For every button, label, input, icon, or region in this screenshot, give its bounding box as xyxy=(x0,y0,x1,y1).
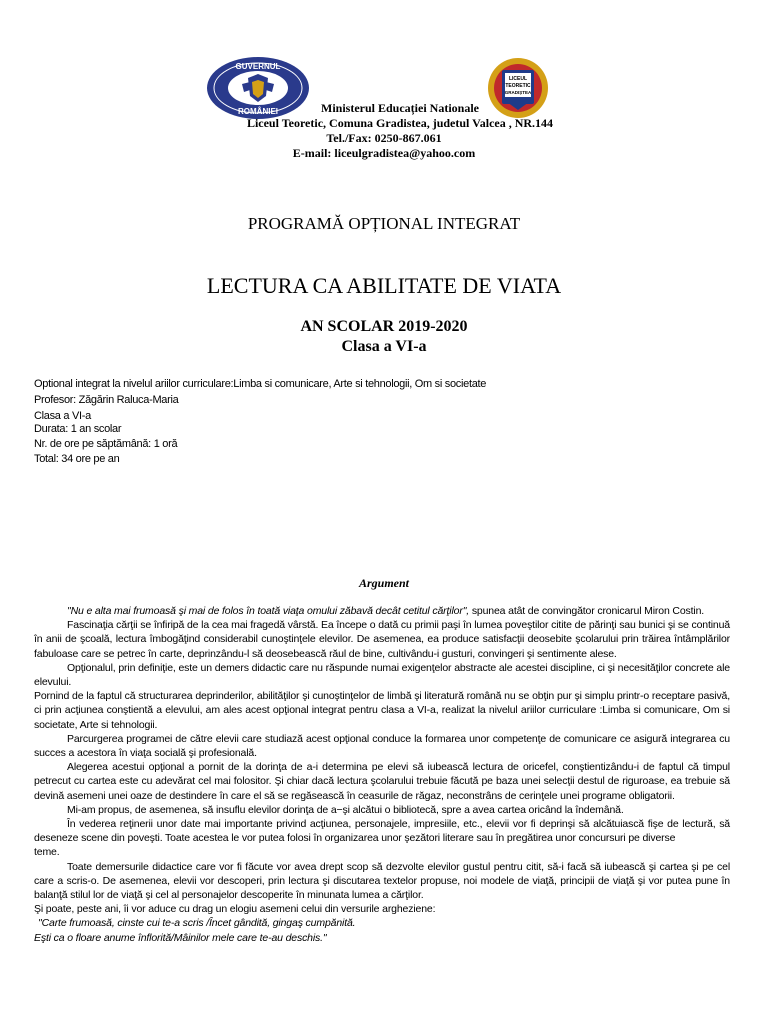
school-year: AN SCOLAR 2019-2020 xyxy=(300,318,468,335)
info-class: Clasa a VI-a xyxy=(34,410,91,422)
school-email: E-mail: liceulgradistea@yahoo.com xyxy=(292,146,476,160)
paragraph-choice: Alegerea acestui opţional a pornit de la dorinţa de a-i determina pe elevi să iubească lectura de oricefel, conştientizându-i de faptul că timpul petrecut cu cartea este cu adevărat cel mai folositor. Şi chiar dacă lectura şcolarului trebuie făcută pe baza unei selecţii destul de riguroase, ea trebuie să devină asemeni unei oaze de destindere în care el să se regăsească în ceasurile de răgaz, neconstrâns de cerinţele unei programe obligatorii. xyxy=(34,761,730,802)
paragraph-didactic-goals: Toate demersurile didactice care vor fi făcute vor avea drept scop să dezvolte elevilor gustul pentru citit, să-i facă să iubească şi cartea şi pe cel care a scris-o. De asemenea, elevii vor descoperi, prin lectura şi discutarea textelor propuse, noi modele de viaţă, principii de viaţă şi vor putea pune în balanţă stilul lor de viaţă şi cel al personajelor descoperite în minunata lumea a cărţilor. xyxy=(34,860,730,902)
verse-line-1: "Carte frumoasă, cinste cui te-a scris /Încet gândită, gingaş cumpănită. xyxy=(38,917,356,930)
argument-quote-paragraph xyxy=(34,604,730,618)
svg-text:GRADIȘTEA: GRADIȘTEA xyxy=(504,90,532,95)
info-duration: Durata: 1 an scolar xyxy=(34,423,122,435)
svg-text:TEORETIC: TEORETIC xyxy=(505,83,531,89)
quote-attribution: spunea atât de convingător cronicarul Miron Costin. xyxy=(469,605,705,617)
document-title: LECTURA CA ABILITATE DE VIATA xyxy=(206,273,562,298)
svg-text:LICEUL: LICEUL xyxy=(508,76,528,82)
info-curricular-areas: Optional integrat la nivelul ariilor curriculare:Limba si comunicare, Arte si tehnologii, Om si societate xyxy=(34,378,487,390)
verse-line-2: Eşti ca o floare anume înflorită/Mâinilor mele care te-au deschis." xyxy=(34,931,327,944)
info-total-hours: Total: 34 ore pe an xyxy=(34,453,120,465)
paragraph-reading-sheets: În vederea reţinerii unor date mai importante privind acţiunea, personajele, impresiile, etc., elevii vor fi deprinşi să alcătuiască fişe de lectură, să deseneze scene din poveşti. Toate acestea le vor putea folosi în organizarea unor şezători literare sau în pregătirea unor concursuri pe diverse xyxy=(34,818,730,845)
info-teacher: Profesor: Zăgărin Raluca-Maria xyxy=(34,394,179,406)
info-hours-per-week: Nr. de ore pe săptămână: 1 oră xyxy=(34,438,178,450)
program-heading: PROGRAMĂ OPȚIONAL INTEGRAT xyxy=(247,214,521,233)
ministry-name: Ministerul Educației Nationale xyxy=(321,101,479,115)
argument-heading: Argument xyxy=(358,576,409,590)
school-phone: Tel./Fax: 0250-867.061 xyxy=(326,131,442,145)
argument-body xyxy=(34,604,730,945)
svg-text:ROMÂNIEI: ROMÂNIEI xyxy=(238,107,278,116)
paragraph-themes: teme. xyxy=(34,846,60,859)
paragraph-optional-definition: Opţionalul, prin definiţie, este un demers didactic care nu răspunde numai exigenţelor abstracte ale acestei discipline, ci şi necesităţilor concrete ale elevului. xyxy=(34,661,730,689)
svg-text:GUVERNUL: GUVERNUL xyxy=(235,62,281,71)
paragraph-eulogy: Şi poate, peste ani, îi vor aduce cu drag un elogiu asemeni celui din versurile argheziene: xyxy=(34,903,436,916)
paragraph-library: Mi-am propus, de asemenea, să insuflu elevilor dorinţa de a−şi alcătui o bibliotecă, spre a avea cartea oricând la îndemână. xyxy=(67,803,624,816)
paragraph-starting-point: Pornind de la faptul că structurarea deprinderilor, abilităţilor şi cunoştinţelor de limbă şi literatură română nu se obţin pur şi simplu printr-o receptare pasivă, ci prin acţiunea conştientă a elevului, am ales acest opţional integrat pentru clasa a VI-a, realizat la nivelul ariilor curriculare :Limba si comunicare, Om si societate, Arte si tehnologii. xyxy=(34,690,730,731)
school-address: Liceul Teoretic, Comuna Gradistea, judetul Valcea , NR.144 xyxy=(246,116,554,130)
class-level: Clasa a VI-a xyxy=(341,338,427,355)
paragraph-competences: Parcurgerea programei de către elevii care studiază acest opţional conduce la formarea unor competenţe de comunicare ce asigură integrarea cu succes a acestora în viaţa socială şi profesională. xyxy=(34,732,730,760)
paragraph-fascination: Fascinaţia cărţii se înfiripă de la cea mai fragedă vârstă. Ea începe o dată cu primii paşi în lumea poveştilor citite de părinţi sau bunici şi se continuă în anii de şcoală, lectura îmbogăţind considerabil cunoştinţele elevilor. De asemenea, ea produce satisfacţii deosebite şcolarului prin trăirea întâmplărilor fabuloase care se petrec în carte, deprinzându-l să deosebească răul de bine, cultivându-i gusturi, convingeri şi sentimente alese. xyxy=(34,619,730,660)
costin-quote: "Nu e alta mai frumoasă şi mai de folos în toată viaţa omului zăbavă decât cetitul cărţilor", xyxy=(67,605,470,617)
